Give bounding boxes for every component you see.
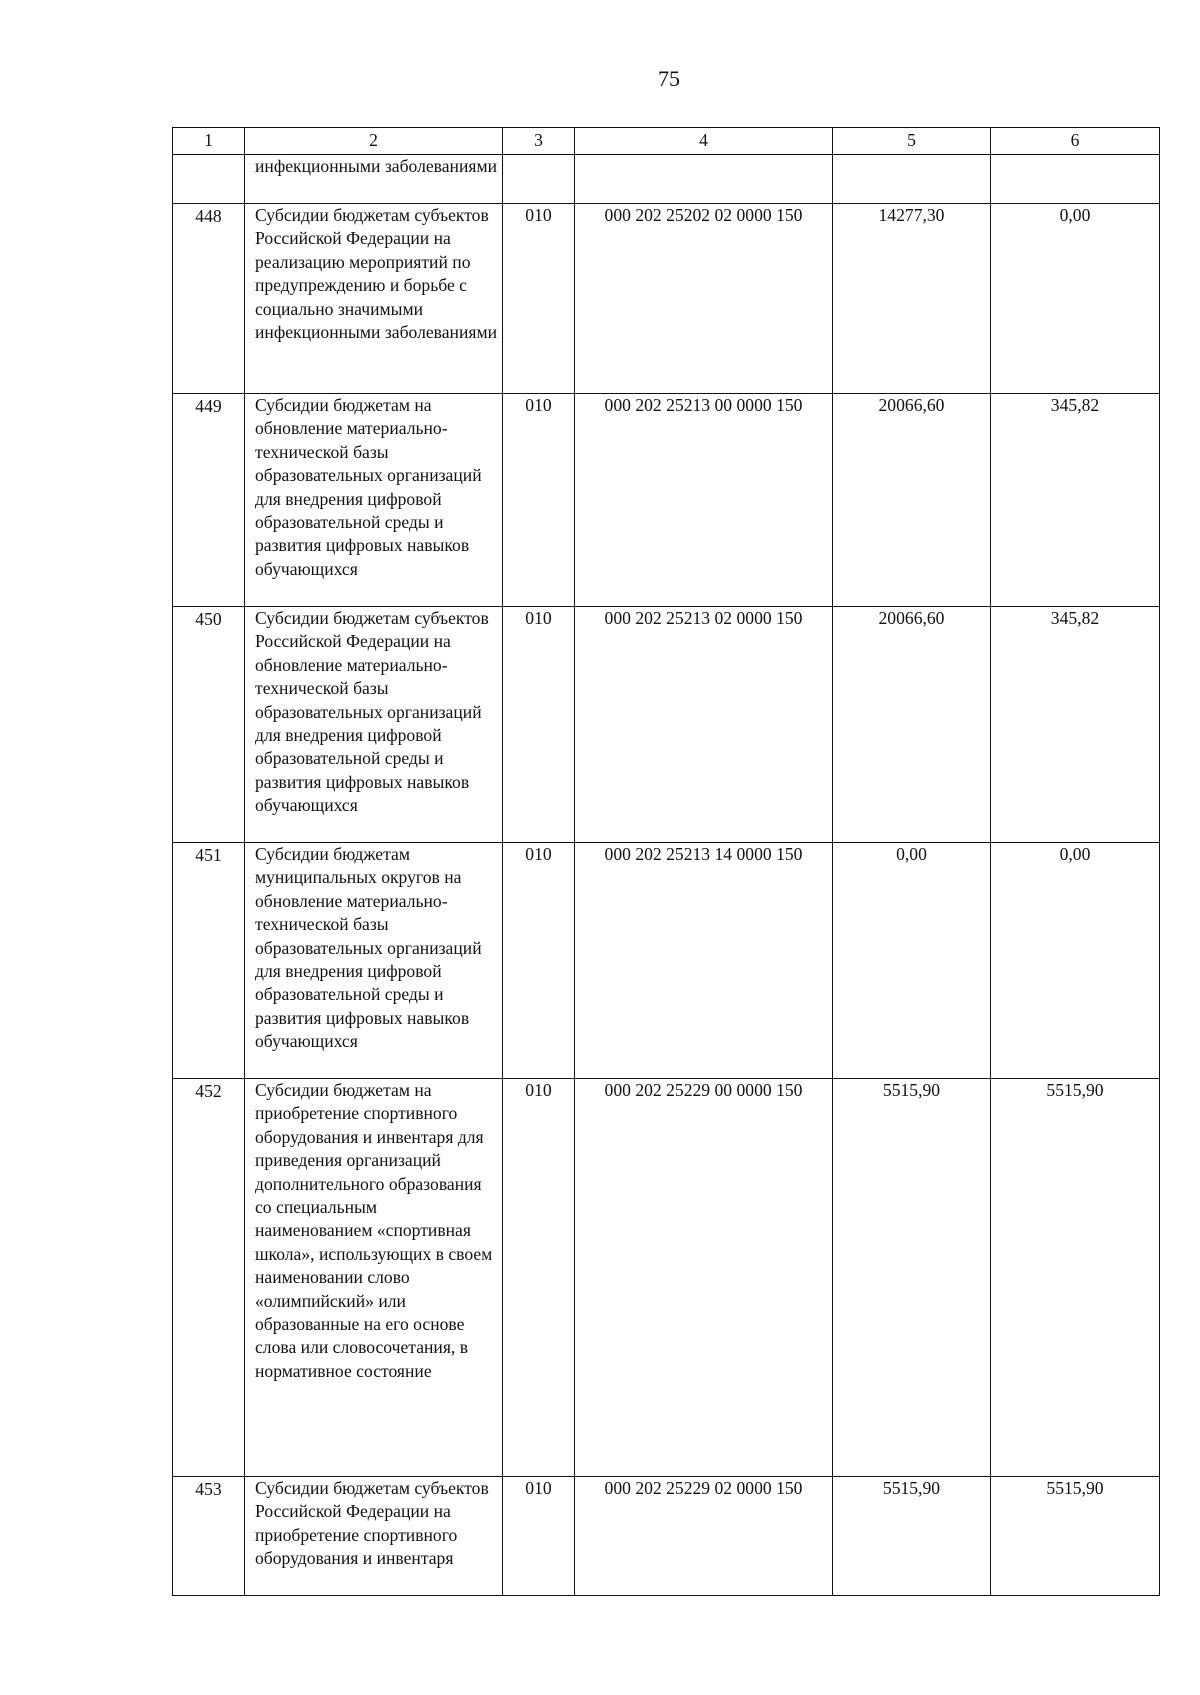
row-executed-cell: 345,82 xyxy=(991,394,1160,607)
row-executed-cell: 5515,90 xyxy=(991,1079,1160,1477)
table-row xyxy=(173,843,1160,1079)
row-number-cell: 450 xyxy=(173,607,245,843)
column-header-6: 6 xyxy=(991,128,1160,155)
row-number-cell: 449 xyxy=(173,394,245,607)
table-row-continuation xyxy=(173,155,1160,204)
row-number-cell: 451 xyxy=(173,843,245,1079)
row-kbk-cell: 000 202 25213 02 0000 150 xyxy=(575,607,833,843)
table-row xyxy=(173,204,1160,394)
row-executed-cell: 5515,90 xyxy=(991,1477,1160,1596)
row-admin-code-cell: 010 xyxy=(503,1079,575,1477)
row-kbk-cell: 000 202 25213 00 0000 150 xyxy=(575,394,833,607)
row-kbk-cell: 000 202 25229 00 0000 150 xyxy=(575,1079,833,1477)
column-header-1: 1 xyxy=(173,128,245,155)
row-admin-code-cell: 010 xyxy=(503,607,575,843)
row-executed-cell xyxy=(991,155,1160,204)
row-kbk-cell: 000 202 25213 14 0000 150 xyxy=(575,843,833,1079)
row-planned-cell: 14277,30 xyxy=(833,204,991,394)
row-name-cell: Субсидии бюджетам муниципальных округов на обновление материально-технической базы образовательных организаций для внедрения цифровой образовательной среды и развития цифровых навыков обучающихся xyxy=(245,843,503,1079)
column-header-4: 4 xyxy=(575,128,833,155)
row-planned-cell: 5515,90 xyxy=(833,1079,991,1477)
row-name-cell: Субсидии бюджетам субъектов Российской Федерации на обновление материально-технической базы образовательных организаций для внедрения цифровой образовательной среды и развития цифровых навыков обучающихся xyxy=(245,607,503,843)
row-name-cell: инфекционными заболеваниями xyxy=(245,155,503,204)
row-number-cell: 452 xyxy=(173,1079,245,1477)
table-row xyxy=(173,394,1160,607)
row-planned-cell: 5515,90 xyxy=(833,1477,991,1596)
row-executed-cell: 0,00 xyxy=(991,204,1160,394)
row-admin-code-cell xyxy=(503,155,575,204)
row-planned-cell xyxy=(833,155,991,204)
row-number-cell xyxy=(173,155,245,204)
budget-table xyxy=(172,127,1160,1596)
table-row xyxy=(173,607,1160,843)
row-kbk-cell: 000 202 25202 02 0000 150 xyxy=(575,204,833,394)
row-planned-cell: 20066,60 xyxy=(833,394,991,607)
row-executed-cell: 0,00 xyxy=(991,843,1160,1079)
row-name-cell: Субсидии бюджетам субъектов Российской Федерации на реализацию мероприятий по предупреждению и борьбе с социально значимыми инфекционными заболеваниями xyxy=(245,204,503,394)
row-name-cell: Субсидии бюджетам на приобретение спортивного оборудования и инвентаря для приведения организаций дополнительного образования со специальным наименованием «спортивная школа», использующих в своем наименовании слово «олимпийский» или образованные на его основе слова или словосочетания, в нормативное состояние xyxy=(245,1079,503,1477)
table-row xyxy=(173,1079,1160,1477)
row-admin-code-cell: 010 xyxy=(503,204,575,394)
column-header-3: 3 xyxy=(503,128,575,155)
table-row xyxy=(173,1477,1160,1596)
row-number-cell: 448 xyxy=(173,204,245,394)
row-admin-code-cell: 010 xyxy=(503,394,575,607)
row-kbk-cell: 000 202 25229 02 0000 150 xyxy=(575,1477,833,1596)
row-number-cell: 453 xyxy=(173,1477,245,1596)
row-kbk-cell xyxy=(575,155,833,204)
row-admin-code-cell: 010 xyxy=(503,843,575,1079)
row-planned-cell: 0,00 xyxy=(833,843,991,1079)
row-planned-cell: 20066,60 xyxy=(833,607,991,843)
column-header-2: 2 xyxy=(245,128,503,155)
page-number: 75 xyxy=(658,66,680,91)
column-header-5: 5 xyxy=(833,128,991,155)
row-admin-code-cell: 010 xyxy=(503,1477,575,1596)
row-executed-cell: 345,82 xyxy=(991,607,1160,843)
table-header-row xyxy=(173,128,1160,155)
row-name-cell: Субсидии бюджетам на обновление материально-технической базы образовательных организаций для внедрения цифровой образовательной среды и развития цифровых навыков обучающихся xyxy=(245,394,503,607)
row-name-cell: Субсидии бюджетам субъектов Российской Федерации на приобретение спортивного оборудования и инвентаря xyxy=(245,1477,503,1596)
